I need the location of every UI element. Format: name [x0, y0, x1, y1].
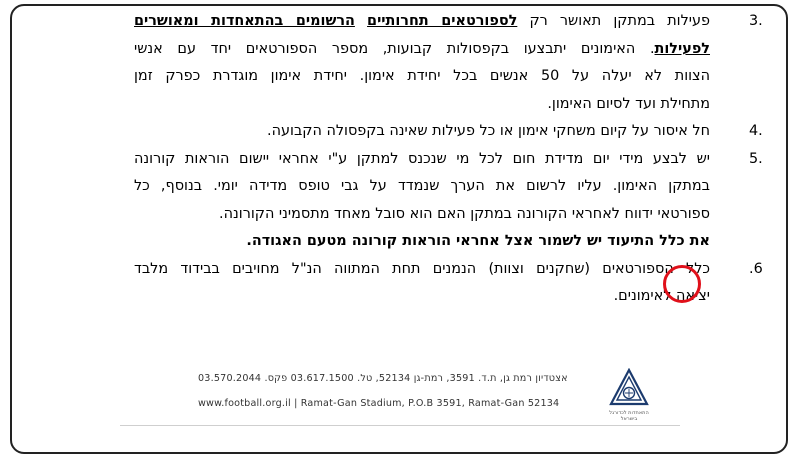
- item-number: 5.: [749, 150, 763, 167]
- item-line: [134, 36, 710, 64]
- letterhead-footer: [120, 360, 680, 430]
- item-number: 4.: [749, 123, 763, 139]
- item-line: [134, 8, 710, 36]
- list-item-6: [134, 256, 763, 311]
- item-line: יש לבצע מידי יום מדידת חום לכל מי שנכנס למתקן ע"י אחראי יישום הוראות קורונה: [134, 150, 710, 167]
- highlight-circle: [663, 265, 701, 303]
- footer-text: [198, 372, 598, 411]
- list-item-5: [134, 146, 763, 256]
- item-line: יציאה לאימונים.: [613, 288, 710, 304]
- text-segment: . האימונים יתבצעו בקפסולות קבועות, מספר הספורטאים יחד עם אנשי: [134, 40, 655, 57]
- footer-address-hebrew: אצטדיון רמת גן, ת.ד. 3591, רמת-גן 52134, טל. 03.617.1500 פקס. 03.570.2044: [198, 373, 568, 384]
- item-line: במתקן האימון. עליו לרשום את הערך שנמדד על גבי טופס מדידה יומי. בנוסף, כל: [134, 178, 710, 194]
- item-line: כלל הספורטאים (שחקנים וצוות) הנמנים תחת המתווה הנ"ל מחויבים בבידוד מלבד: [134, 260, 710, 277]
- item-line: ספורטאי ידווח לאחראי הקורונה במתקן האם הוא סובל מאחד מתסמיני הקורונה.: [219, 205, 710, 222]
- emphasis-text: לספורטאים תחרותיים: [367, 13, 518, 29]
- text-segment: פעילות במתקן תאושר רק: [517, 13, 710, 29]
- emphasis-text: הרשומים בהתאחדות ומאושרים: [134, 13, 355, 29]
- list-item-3: [134, 8, 763, 118]
- footer-address-english: www.football.org.il | Ramat-Gan Stadium, P.O.B 3591, Ramat-Gan 52134: [198, 398, 560, 409]
- item-line: הצוות לא יעלה על 50 אנשים בכל יחידת אימון. יחידת אימון מוגדרת כפרק זמן: [134, 68, 710, 84]
- emphasis-text: לפעילות: [654, 40, 710, 57]
- item-number: 3.: [749, 13, 763, 29]
- logo-caption: התאחדות לכדורגל בישראל: [609, 410, 649, 422]
- list-item-4: [134, 118, 763, 146]
- item-number: .6: [749, 260, 763, 277]
- item-line-bold: את כלל התיעוד יש לשמור אצל אחראי הוראות קורונה מטעם האגודה.: [246, 233, 710, 249]
- item-line: מתחילת ועד לסיום האימון.: [547, 95, 710, 112]
- footer-divider: [120, 425, 680, 426]
- football-association-logo-icon: [608, 368, 650, 414]
- document-body: [134, 8, 763, 311]
- text-segment: [355, 13, 367, 29]
- item-line: חל איסור על קיום משחקי אימון או כל פעילות שאינה בקפסולה הקבועה.: [267, 123, 710, 139]
